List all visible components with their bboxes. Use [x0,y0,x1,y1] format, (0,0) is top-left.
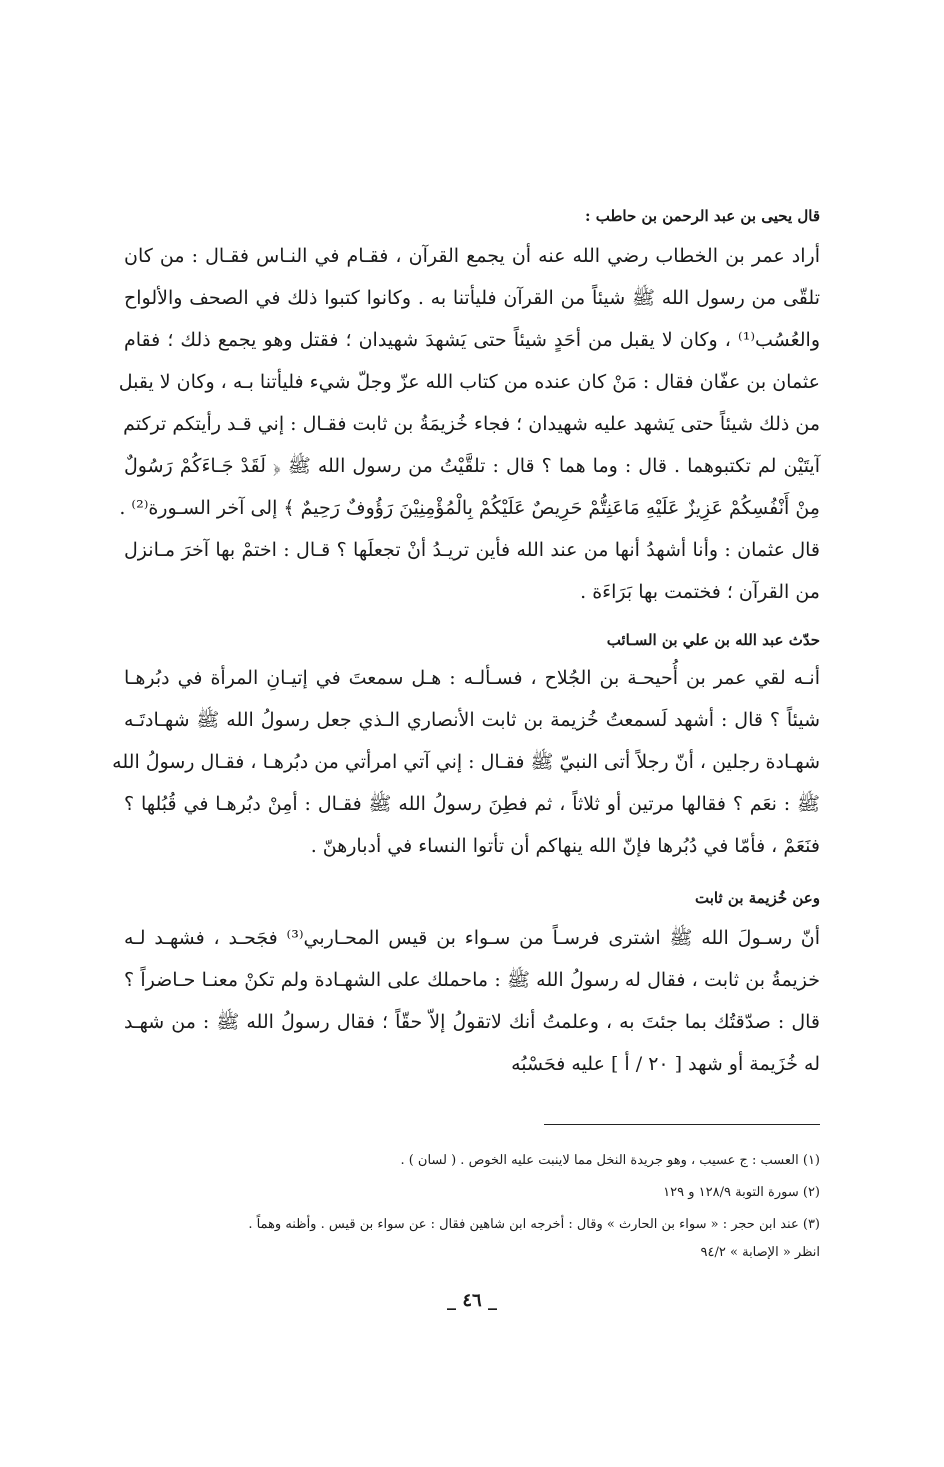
section-heading-yahya: قال يحيى بن عبد الرحمن بن حاطب : [584,207,820,225]
body-line: شيئاً ؟ قال : أشهد لَسمعتُ خُزيمة بن ثابت الأنصاري الـذي جعل رسولُ الله ﷺ شهـادتَـه [124,709,820,731]
page-number: _ ٤٦ _ [447,1290,497,1311]
body-line: ﷺ : نعَم ؟ فقالها مرتين أو ثلاثاً ، ثم فطِنَ رسولُ الله ﷺ فقـال : أمِنْ دبُرهـا في قُبُلها ؟ [124,793,820,815]
body-line: فنَعَمْ ، فأمّا في دُبُرها فإنّ الله ينهاكم أن تأتوا النساء في أدبارهنّ . [310,835,820,857]
body-line: شهـادة رجلين ، أنّ رجلاً أتى النبيّ ﷺ فقـال : إني آتي امرأتي من دبُرهـا ، فقـال رسولُ الله [112,751,820,773]
body-line: قال : صدّقتُك بما جئتَ به ، وعلمتُ أنك لاتقولُ إلاّ حقّاً ؛ فقال رسولُ الله ﷺ : من شهـد [124,1011,820,1033]
footnote-3: (٣) عند ابن حجر : « سواء بن الحارث » وقال : أخرجه ابن شاهين فقال : عن سواء بن قيس . وأظنه وهماً . [248,1217,820,1232]
body-line: عثمان بن عفّان فقال : مَنْ كان عنده من كتاب الله عزّ وجلّ شيء فليأتنا بـه ، وكان لا يقبل [118,371,820,393]
body-line: خزيمةُ بن ثابت ، فقال له رسولُ الله ﷺ : ماحملك على الشهـادة ولم تكنْ معنـا حـاضراً ؟ [124,969,820,991]
body-line: له خُزَيمة أو شهد [ ٢٠ / أ ] عليه فحَسْبُه [511,1053,820,1075]
body-line: آيتَيْن لم تكتبوهما . قال : وما هما ؟ قال : تلقَّيْتُ من رسول الله ﷺ ﴿ لَقَدْ جَـاءَكُمْ رَسُولٌ [124,455,820,477]
body-line: قال عثمان : وأنا أشهدُ أنها من عند الله فأين تريـدُ أنْ تجعلَها ؟ قـال : اختمْ بها آخرَ مـانزل [124,539,820,561]
body-line: من القرآن ؛ فختمت بها بَرَاءَة . [580,581,820,603]
footnote-separator [544,1124,820,1125]
footnote-2: (٢) سورة التوبة ١٢٨/٩ و ١٢٩ [663,1185,820,1200]
section-heading-abdullah: حدّث عبد الله بن علي بن السـائب [606,631,820,649]
footnote-3-continued: انظر « الإصابة » ٩٤/٢ [700,1245,820,1260]
body-line: أراد عمر بن الخطاب رضي الله عنه أن يجمع القرآن ، فقـام في النـاس فقـال : من كان [124,245,820,267]
body-line: أنّ رسـولَ الله ﷺ اشترى فرسـاً من سـواء بن قيس المحـاربي⁽³⁾ فجَحـد ، فشهـد لـه [124,927,820,949]
section-heading-khuzaymah: وعن خُزيمة بن ثابت [695,889,820,907]
body-line: أنـه لقي عمر بن أُحيحـة بن الجُلاح ، فسـألـه : هـل سمعتَ في إتيـانِ المرأة في دبُرهـا [124,667,820,689]
body-line: من ذلك شيئاً حتى يَشهد عليه شهيدان ؛ فجاء خُزيمَةُ بن ثابت فقـال : إني قـد رأيتكم تركتم [123,413,820,435]
body-line: والعُسُب⁽¹⁾ ، وكان لا يقبل من أحَدٍ شيئاً حتى يَشهدَ شهيدان ؛ فقتل وهو يجمع ذلك ؛ فقام [124,329,820,351]
body-line: مِنْ أَنْفُسِكُمْ عَزِيزٌ عَلَيْهِ مَاعَنِتُّمْ حَرِيصٌ عَلَيْكُمْ بِالْمُؤْمِنِيْنَ رَؤُوفٌ رَحِيمٌ ﴾ إلى آخر السـورة⁽²⁾ . [119,497,820,519]
body-line: تلقّى من رسول الله ﷺ شيئاً من القرآن فليأتنا به . وكانوا كتبوا ذلك في الصحف والألواح [124,287,820,309]
footnote-1: (١) العسب : ج عسيب ، وهو جريدة النخل مما لاينبت عليه الخوص . ( لسان ) . [400,1153,820,1168]
